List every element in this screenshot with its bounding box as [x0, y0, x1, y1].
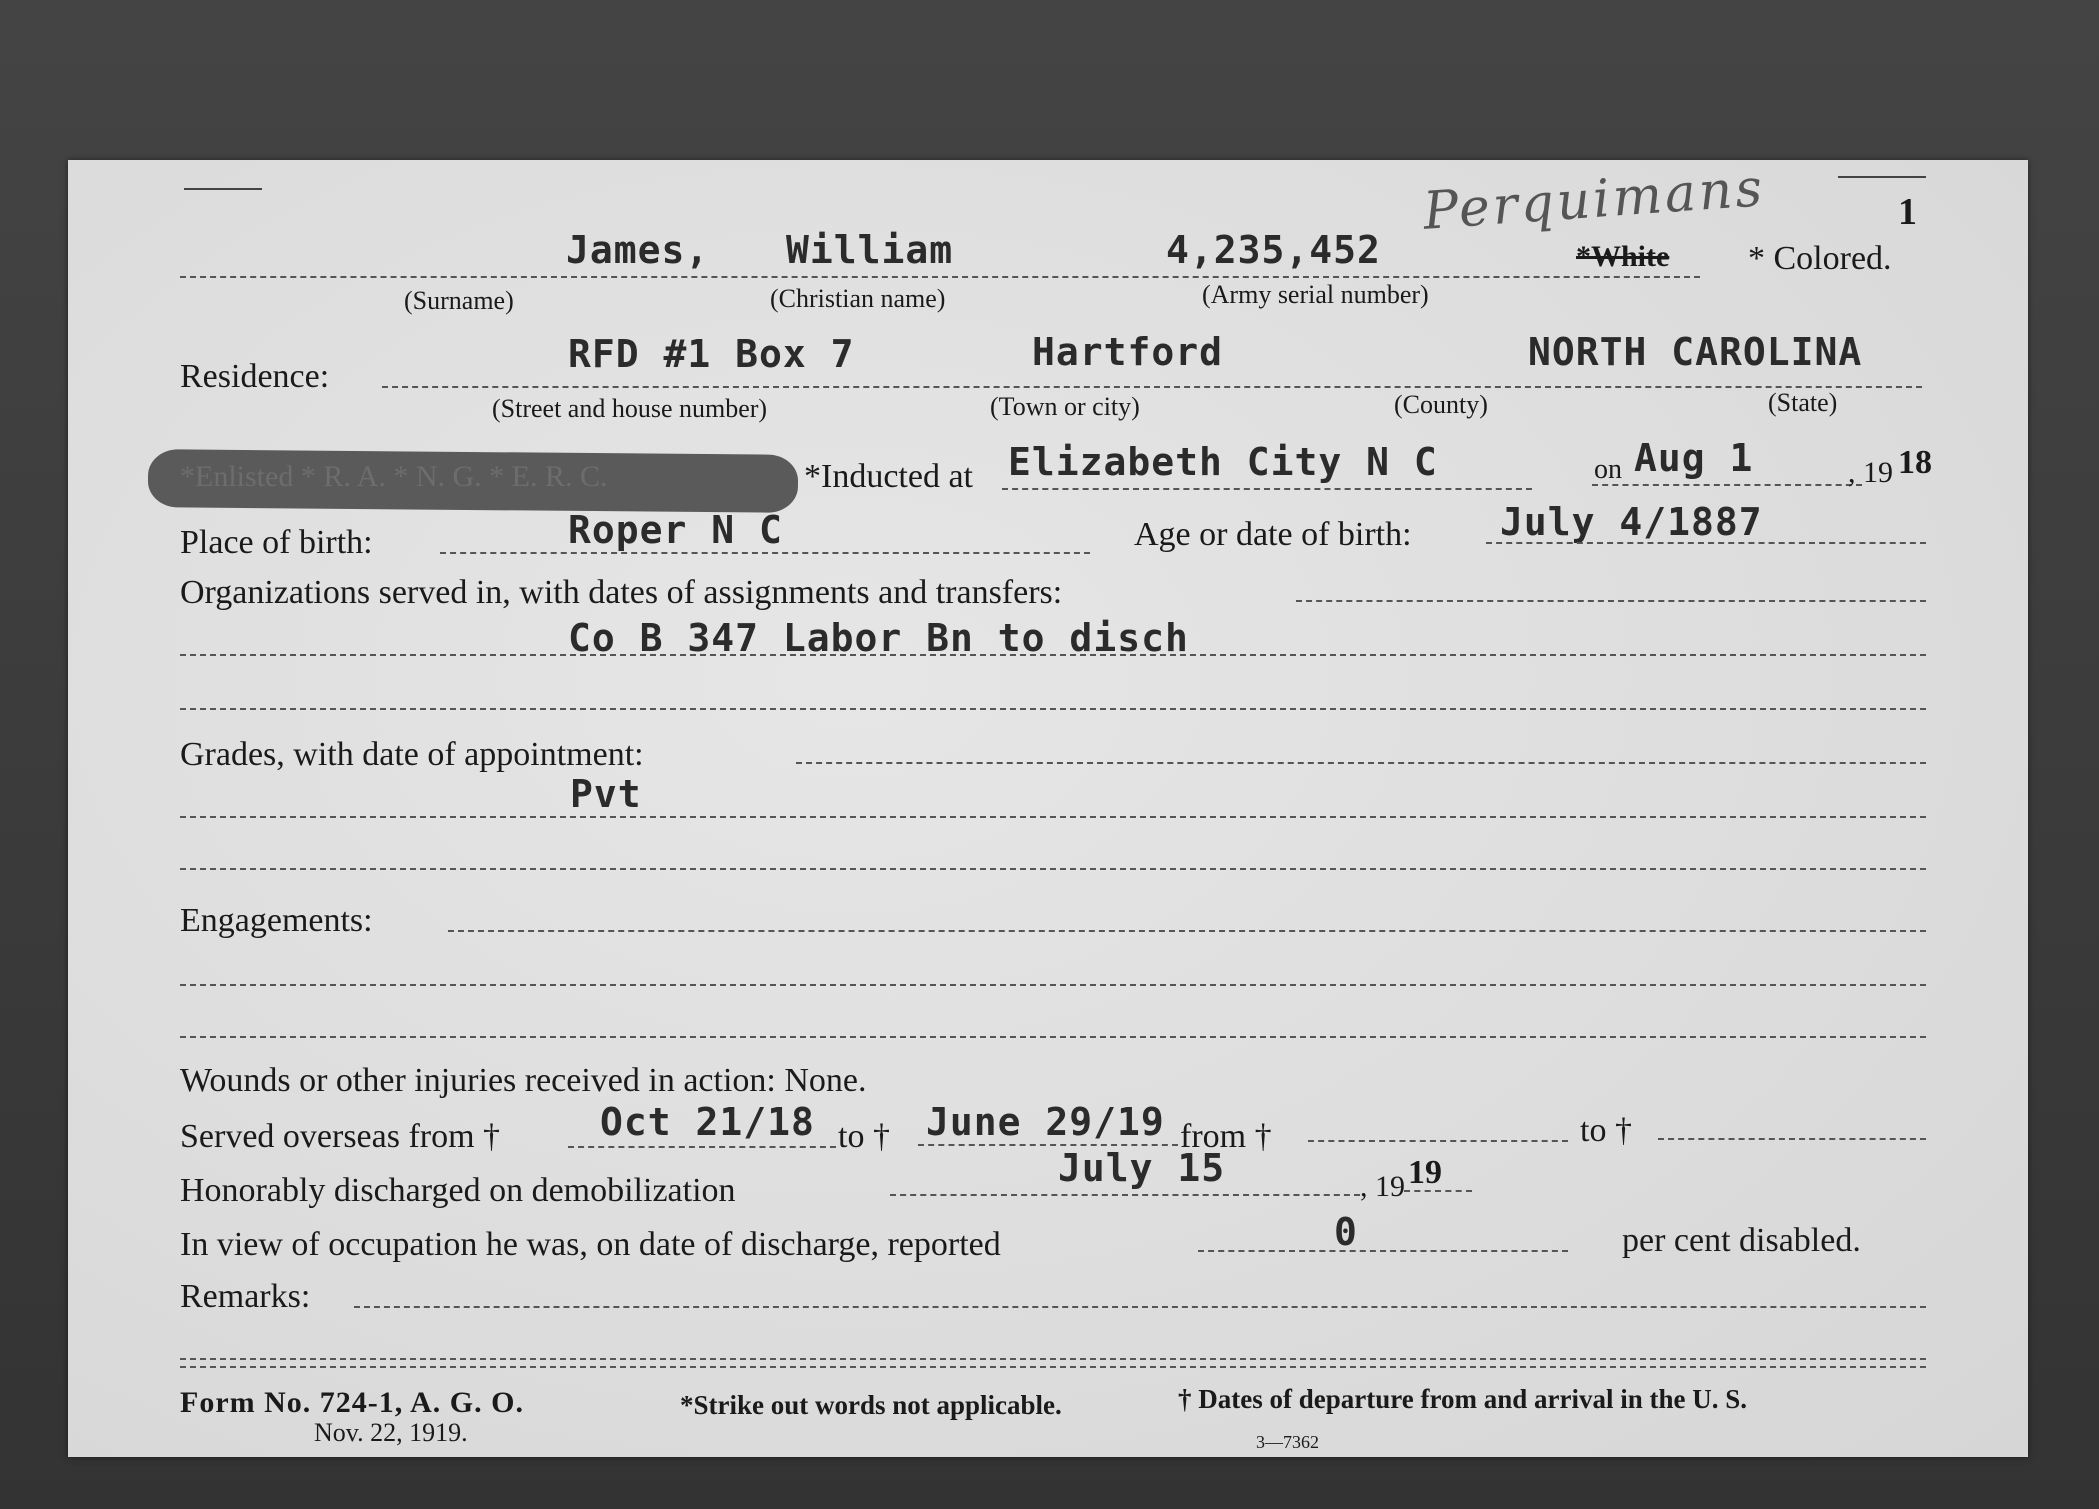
surname-value: James,	[566, 228, 710, 272]
white-label: *White	[1576, 240, 1670, 273]
town-caption: (Town or city)	[990, 392, 1140, 421]
christian-caption: (Christian name)	[770, 284, 946, 313]
overseas-label: Served overseas from †	[180, 1118, 501, 1155]
remarks-line-3	[180, 1366, 1926, 1368]
name-line	[180, 276, 1700, 278]
overseas-from-line	[568, 1146, 836, 1148]
discharge-year-prefix: , 19	[1360, 1170, 1405, 1203]
remarks-line-2	[180, 1358, 1926, 1360]
residence-line	[382, 386, 1922, 388]
induction-year-suffix: 18	[1898, 444, 1932, 481]
induction-date: Aug 1	[1634, 436, 1754, 480]
induction-place-line	[1002, 488, 1532, 490]
state-caption: (State)	[1768, 388, 1838, 417]
place-of-birth-line	[440, 552, 1090, 554]
place-of-birth-label: Place of birth:	[180, 524, 373, 561]
discharge-date-line	[890, 1194, 1360, 1196]
street-caption: (Street and house number)	[492, 394, 768, 423]
overseas-to-value: June 29/19	[926, 1100, 1165, 1144]
engagements-line-1	[448, 930, 1926, 932]
remarks-line-1	[354, 1306, 1926, 1308]
inducted-label: *Inducted at	[804, 458, 973, 495]
serial-caption: (Army serial number)	[1202, 280, 1429, 309]
overseas-from-label-2: from †	[1180, 1118, 1272, 1155]
engagements-label: Engagements:	[180, 902, 373, 939]
disability-value: 0	[1334, 1210, 1358, 1254]
age-label: Age or date of birth:	[1134, 516, 1412, 553]
strike-note: *Strike out words not applicable.	[680, 1390, 1062, 1420]
service-record-card	[68, 160, 2028, 1457]
overseas-to-label: to †	[838, 1118, 890, 1155]
county-caption: (County)	[1394, 390, 1488, 419]
town-value: Hartford	[1032, 330, 1224, 374]
form-date: Nov. 22, 1919.	[314, 1418, 468, 1447]
residence-label: Residence:	[180, 358, 330, 395]
street-value: RFD #1 Box 7	[568, 332, 855, 376]
overseas-from-value: Oct 21/18	[600, 1100, 815, 1144]
serial-value: 4,235,452	[1166, 228, 1381, 272]
discharge-year-line	[1404, 1190, 1472, 1192]
disability-line	[1198, 1250, 1568, 1252]
colored-label: * Colored.	[1748, 240, 1892, 277]
discharge-date: July 15	[1058, 1146, 1226, 1190]
induction-year-prefix: , 19	[1848, 456, 1893, 489]
organizations-value: Co B 347 Labor Bn to disch	[568, 616, 1189, 660]
birth-date-value: July 4/1887	[1500, 500, 1763, 544]
on-label: on	[1594, 454, 1622, 485]
organizations-line-3	[180, 708, 1926, 710]
discharge-year-suffix: 19	[1408, 1154, 1442, 1191]
top-right-rule	[1838, 176, 1926, 178]
overseas-from-line-2	[1308, 1140, 1568, 1142]
grades-line-3	[180, 868, 1926, 870]
induction-place: Elizabeth City N C	[1008, 440, 1438, 484]
surname-caption: (Surname)	[404, 286, 514, 315]
wounds-label: Wounds or other injuries received in action: None.	[180, 1062, 867, 1099]
grades-label: Grades, with date of appointment:	[180, 736, 644, 773]
engagements-line-2	[180, 984, 1926, 986]
overseas-to-label-2: to †	[1580, 1112, 1632, 1149]
organizations-line-1	[1296, 600, 1926, 602]
organizations-label: Organizations served in, with dates of assignments and transfers:	[180, 574, 1063, 611]
induction-date-line	[1592, 484, 1862, 486]
disability-suffix: per cent disabled.	[1622, 1222, 1861, 1259]
print-code: 3—7362	[1256, 1432, 1319, 1452]
discharge-label: Honorably discharged on demobilization	[180, 1172, 736, 1209]
organizations-line-2	[180, 654, 1926, 656]
county-handwritten: Perquimans	[1421, 158, 1767, 242]
grades-line-2	[180, 816, 1926, 818]
overseas-to-line-2	[1658, 1138, 1926, 1140]
engagements-line-3	[180, 1036, 1926, 1038]
grades-line-1	[796, 762, 1926, 764]
disability-label: In view of occupation he was, on date of discharge, reported	[180, 1226, 1001, 1263]
form-number: Form No. 724-1, A. G. O.	[180, 1386, 524, 1419]
christian-name-value: William	[786, 228, 954, 272]
grades-value: Pvt	[570, 772, 642, 816]
place-of-birth-value: Roper N C	[568, 508, 783, 552]
state-value: NORTH CAROLINA	[1528, 330, 1863, 374]
card-number: 1	[1898, 191, 1917, 233]
birth-date-line	[1486, 542, 1926, 544]
enlisted-label: *Enlisted * R. A. * N. G. * E. R. C.	[180, 460, 608, 493]
remarks-label: Remarks:	[180, 1278, 311, 1315]
dates-note: † Dates of departure from and arrival in the U. S.	[1178, 1384, 1747, 1414]
top-left-rule	[184, 188, 262, 190]
